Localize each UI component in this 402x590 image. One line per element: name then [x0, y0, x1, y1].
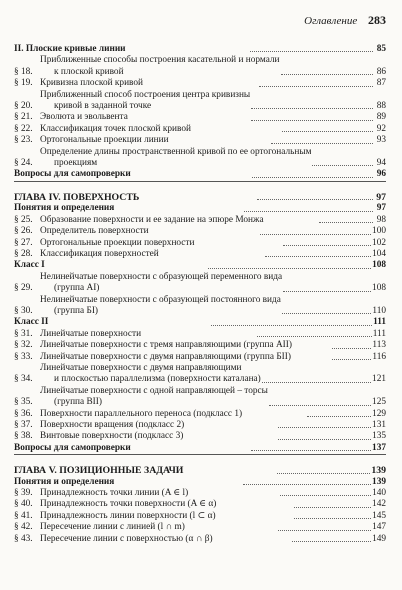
dot-leader — [251, 108, 373, 109]
entry-page-number: 86 — [376, 66, 386, 77]
entry-title — [40, 534, 291, 545]
dot-leader — [278, 439, 371, 440]
entry-page-number: 108 — [372, 283, 386, 294]
toc-entry[interactable] — [14, 249, 386, 260]
entry-title — [14, 169, 251, 180]
entry-title-line: Кривизна плоской кривой — [40, 78, 143, 89]
entry-title-line: Вопросы для самопроверки — [14, 169, 131, 180]
section-title: Оглавление — [304, 15, 358, 27]
entry-title-line: Линейчатые поверхности — [40, 328, 142, 339]
toc-chapter[interactable] — [14, 465, 386, 476]
entry-page-number: 135 — [372, 431, 387, 442]
entry-title — [40, 112, 250, 123]
section-number: § 35. — [14, 397, 33, 408]
table-of-contents — [14, 44, 386, 545]
dot-leader — [259, 86, 374, 87]
toc-entry[interactable] — [14, 522, 386, 533]
dot-leader — [260, 234, 371, 235]
entry-title — [40, 215, 318, 226]
entry-title — [40, 352, 331, 363]
entry-page-number: 137 — [372, 442, 386, 453]
section-number: § 43. — [14, 533, 33, 544]
section-number: § 18. — [14, 66, 33, 77]
dot-leader — [282, 131, 373, 132]
entry-title-line: Классификация точек плоской кривой — [40, 123, 191, 134]
entry-title — [40, 420, 277, 431]
dot-leader — [211, 325, 372, 326]
entry-page-number: 145 — [372, 510, 387, 521]
section-number: § 20. — [14, 101, 33, 112]
entry-title-line: Принадлежность точки линии (A ∈ l) — [40, 488, 189, 499]
section-number: § 19. — [14, 78, 33, 89]
toc-entry[interactable] — [14, 511, 386, 522]
entry-page-number: 116 — [372, 351, 386, 362]
running-header — [304, 13, 386, 28]
section-number: § 25. — [14, 214, 33, 225]
toc-entry[interactable] — [14, 363, 386, 386]
entry-title-line: Линейчатые поверхности с двумя направляющими (группа БII) — [40, 351, 291, 362]
toc-entry[interactable] — [14, 499, 386, 510]
entry-title-line: Определение длины пространственной кривой по ее ортогональным — [40, 146, 312, 157]
entry-page-number: 98 — [376, 214, 386, 225]
entry-title-line: Пересечение линии с линией (l ∩ m) — [40, 522, 185, 533]
dot-leader — [250, 51, 373, 52]
entry-title — [40, 135, 270, 146]
entry-title — [40, 272, 282, 295]
entry-page-number: 108 — [372, 260, 387, 271]
entry-page-number: 97 — [376, 203, 387, 214]
entry-title-line: Образование поверхности и ее задание на эпюре Монжа — [40, 214, 264, 225]
entry-title-line: Приближенные способы построения касательной и нормали — [40, 55, 280, 66]
entry-title-line: Понятия и определения — [14, 203, 115, 214]
entry-title-line: Поверхности вращения (подкласс 2) — [40, 420, 185, 430]
entry-title — [40, 363, 261, 386]
entry-title-line: Эволюта и эвольвента — [40, 112, 128, 123]
entry-title-line: Классификация поверхностей — [40, 248, 159, 259]
entry-title — [14, 443, 250, 454]
toc-entry[interactable] — [14, 272, 386, 295]
toc-entry[interactable] — [14, 55, 386, 78]
entry-title-line: Нелинейчатые поверхности с образующей постоянного вида — [40, 294, 281, 305]
section-number: § 24. — [14, 158, 33, 169]
toc-heading[interactable] — [14, 169, 386, 181]
entry-title-continuation: (группа BII) — [54, 397, 102, 408]
entry-title-line: ГЛАВА V. ПОЗИЦИОННЫЕ ЗАДАЧИ — [14, 465, 184, 477]
entry-title — [40, 409, 306, 420]
entry-page-number: 111 — [372, 328, 387, 339]
entry-title — [40, 78, 258, 89]
entry-title — [40, 386, 268, 409]
toc-entry[interactable] — [14, 431, 386, 442]
entry-page-number: 111 — [373, 317, 386, 328]
entry-page-number: 131 — [372, 420, 386, 430]
entry-title — [40, 431, 277, 442]
section-number: § 21. — [14, 112, 33, 123]
entry-title-line: Ортогональные проекции линии — [40, 135, 169, 146]
entry-page-number: 102 — [372, 237, 386, 248]
dot-leader — [294, 518, 371, 519]
dot-leader — [319, 222, 373, 223]
section-number: § 41. — [14, 510, 33, 521]
entry-title — [14, 465, 276, 476]
section-number: § 33. — [14, 351, 33, 362]
entry-title-line: ГЛАВА IV. ПОВЕРХНОСТЬ — [14, 191, 140, 203]
dot-leader — [269, 405, 371, 406]
entry-title-line: Класс II — [14, 317, 49, 328]
entry-title — [40, 55, 280, 78]
dot-leader — [271, 143, 373, 144]
toc-entry[interactable] — [14, 534, 386, 545]
section-number: § 42. — [14, 522, 33, 533]
toc-entry[interactable] — [14, 329, 386, 340]
entry-page-number: 92 — [376, 123, 387, 134]
entry-title-line: Определитель поверхности — [40, 226, 149, 237]
entry-title — [40, 147, 311, 170]
entry-title-line: Вопросы для самопроверки — [14, 442, 131, 453]
entry-title — [40, 499, 293, 510]
dot-leader — [278, 427, 371, 428]
entry-title-line: Класс I — [14, 260, 45, 271]
dot-leader — [283, 245, 371, 246]
entry-title-line: Принадлежность точки поверхности (A ∈ α) — [40, 499, 217, 510]
toc-entry[interactable] — [14, 488, 386, 499]
toc-entry[interactable] — [14, 135, 386, 146]
entry-title — [14, 317, 210, 328]
entry-title — [40, 90, 250, 113]
entry-title-line: Пересечение линии с поверхностью (α ∩ β) — [40, 533, 213, 544]
entry-title-line: Понятия и определения — [14, 476, 115, 487]
dot-leader — [282, 313, 372, 314]
dot-leader — [277, 473, 370, 474]
entry-page-number: 100 — [372, 226, 386, 237]
toc-heading[interactable] — [14, 44, 386, 55]
entry-title — [40, 226, 259, 237]
entry-page-number: 139 — [372, 476, 386, 487]
toc-entry[interactable] — [14, 386, 386, 409]
dot-leader — [307, 416, 371, 417]
dot-leader — [281, 74, 373, 75]
entry-title-continuation: кривой в заданной точке — [54, 101, 152, 112]
entry-title-line: Поверхности параллельного переноса (подкласс 1) — [40, 408, 243, 419]
entry-page-number: 149 — [372, 533, 387, 544]
section-number: § 39. — [14, 488, 33, 499]
dot-leader — [332, 359, 372, 360]
entry-page-number: 88 — [376, 101, 386, 112]
toc-entry[interactable] — [14, 409, 386, 420]
entry-title — [40, 124, 281, 135]
entry-page-number: 140 — [372, 488, 387, 499]
section-gap — [14, 182, 386, 192]
page-number: 283 — [368, 13, 386, 27]
entry-page-number: 96 — [376, 169, 387, 180]
toc-entry[interactable] — [14, 226, 386, 237]
entry-title — [14, 44, 249, 55]
entry-page-number: 129 — [372, 408, 387, 419]
entry-title-line: Ортогональные проекции поверхности — [40, 237, 195, 248]
entry-page-number: 94 — [376, 158, 386, 169]
section-number: § 28. — [14, 248, 33, 259]
toc-heading[interactable] — [14, 317, 386, 328]
toc-heading[interactable] — [14, 203, 386, 214]
section-number: § 27. — [14, 237, 33, 248]
toc-heading[interactable] — [14, 260, 386, 271]
toc-entry[interactable] — [14, 147, 386, 170]
dot-leader — [312, 165, 373, 166]
dot-leader — [257, 336, 372, 337]
section-number: § 23. — [14, 135, 33, 146]
entry-page-number: 104 — [372, 248, 387, 259]
toc-entry[interactable] — [14, 124, 386, 135]
entry-title — [14, 192, 256, 203]
entry-title-line: Нелинейчатые поверхности с образующей переменного вида — [40, 271, 283, 282]
entry-page-number: 85 — [376, 44, 386, 54]
section-gap — [14, 455, 386, 465]
dot-leader — [265, 256, 371, 257]
section-number: § 36. — [14, 408, 33, 419]
entry-title — [40, 488, 279, 499]
section-number: § 38. — [14, 431, 33, 442]
entry-title-line: Линейчатые поверхности с тремя направляющими (группа AII) — [40, 340, 292, 351]
entry-title-line: Принадлежность линии поверхности (l ⊂ α) — [40, 510, 216, 521]
entry-title-continuation: (группа AI) — [54, 283, 100, 294]
entry-title — [40, 295, 281, 318]
dot-leader — [244, 211, 373, 212]
toc-heading[interactable] — [14, 443, 386, 455]
dot-leader — [262, 382, 371, 383]
dot-leader — [283, 291, 371, 292]
dot-leader — [252, 177, 373, 178]
dot-leader — [257, 199, 373, 200]
entry-title-continuation: (группа БI) — [54, 305, 99, 316]
section-number: § 30. — [14, 305, 33, 316]
section-number: § 40. — [14, 499, 33, 510]
section-number: § 26. — [14, 226, 33, 237]
section-number: § 37. — [14, 420, 33, 430]
dot-leader — [251, 120, 373, 121]
entry-title — [14, 477, 242, 488]
entry-title-continuation: и плоскостью параллелизма (поверхности каталана) — [54, 374, 261, 385]
entry-page-number: 93 — [376, 135, 386, 146]
entry-title-continuation: к плоской кривой — [54, 66, 124, 77]
section-number: § 29. — [14, 283, 33, 294]
entry-title — [14, 260, 207, 271]
toc-entry[interactable] — [14, 238, 386, 249]
entry-title-continuation: проекциям — [54, 158, 98, 169]
entry-title — [40, 238, 282, 249]
entry-title — [40, 522, 277, 533]
entry-title-line: Винтовые поверхности (подкласс 3) — [40, 431, 184, 442]
toc-entry[interactable] — [14, 295, 386, 318]
dot-leader — [292, 541, 371, 542]
dot-leader — [251, 450, 371, 451]
toc-entry[interactable] — [14, 90, 386, 113]
toc-entry[interactable] — [14, 340, 386, 351]
toc-chapter[interactable] — [14, 192, 386, 203]
dot-leader — [280, 495, 371, 496]
entry-page-number: 121 — [372, 374, 386, 385]
entry-title — [40, 249, 264, 260]
entry-title-line: Приближенный способ построения центра кривизны — [40, 89, 251, 100]
entry-page-number: 147 — [372, 522, 387, 533]
entry-page-number: 89 — [376, 112, 386, 123]
entry-page-number: 125 — [372, 397, 386, 408]
section-number: § 32. — [14, 340, 33, 351]
section-number: § 31. — [14, 328, 33, 339]
section-number: § 22. — [14, 123, 33, 134]
entry-title — [14, 203, 243, 214]
toc-entry[interactable] — [14, 215, 386, 226]
toc-heading[interactable] — [14, 477, 386, 488]
entry-page-number: 87 — [376, 78, 386, 89]
entry-title — [40, 511, 293, 522]
toc-entry[interactable] — [14, 112, 386, 123]
entry-page-number: 110 — [372, 305, 386, 316]
entry-page-number: 139 — [371, 465, 387, 477]
toc-entry[interactable] — [14, 420, 386, 431]
entry-title — [40, 329, 256, 340]
entry-title-line: Линейчатые поверхности с двумя направляющими — [40, 362, 242, 373]
toc-entry[interactable] — [14, 78, 386, 89]
section-number: § 34. — [14, 374, 33, 385]
dot-leader — [208, 268, 371, 269]
dot-leader — [278, 530, 371, 531]
entry-title-line: II. Плоские кривые линии — [14, 44, 126, 54]
dot-leader — [294, 507, 371, 508]
dot-leader — [243, 484, 371, 485]
entry-page-number: 142 — [372, 499, 386, 510]
dot-leader — [332, 348, 371, 349]
entry-page-number: 97 — [376, 191, 387, 203]
entry-title-line: Линейчатые поверхности с одной направляющей – торсы — [40, 385, 268, 396]
entry-page-number: 113 — [372, 340, 386, 351]
entry-title — [40, 340, 331, 351]
toc-entry[interactable] — [14, 352, 386, 363]
